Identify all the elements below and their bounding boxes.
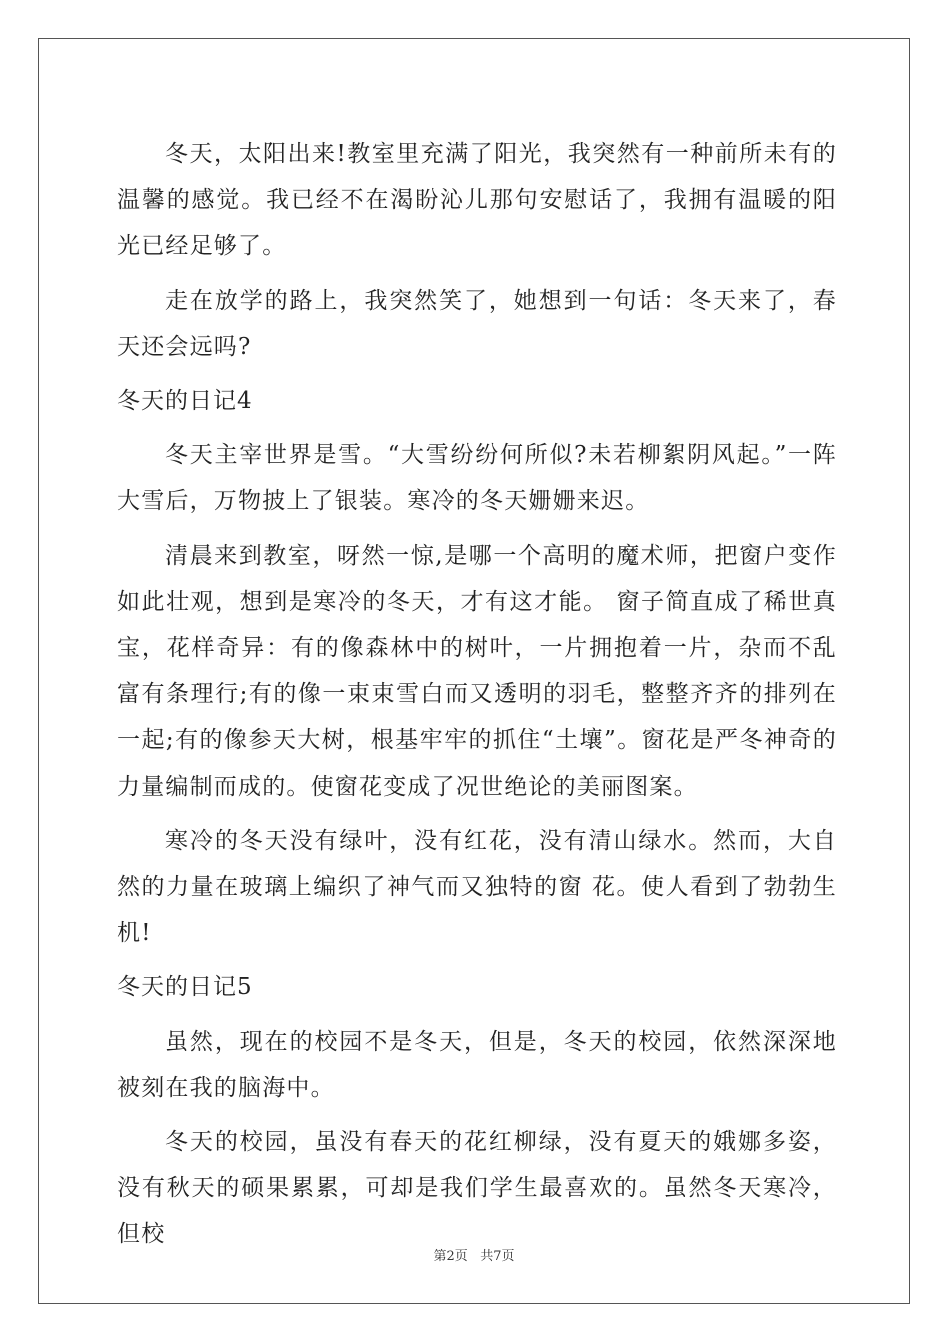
paragraph: 冬天，太阳出来!教室里充满了阳光，我突然有一种前所未有的温馨的感觉。我已经不在渴盼沁儿那句安慰话了，我拥有温暖的阳光已经足够了。 — [117, 141, 837, 260]
paragraph: 走在放学的路上，我突然笑了，她想到一句话：冬天来了，春天还会远吗? — [117, 287, 837, 360]
paragraph: 冬天的校园，虽没有春天的花红柳绿，没有夏天的娥娜多姿，没有秋天的硕果累累，可却是我们学生最喜欢的。虽然冬天寒冷，但校 — [117, 1129, 837, 1248]
document-body — [117, 131, 837, 1266]
paragraph: 冬天主宰世界是雪。“大雪纷纷何所似?未若柳絮阴风起。”一阵大雪后，万物披上了银装。寒冷的冬天姗姗来迟。 — [117, 442, 837, 515]
paragraph: 清晨来到教室，呀然一惊,是哪一个高明的魔术师，把窗户变作如此壮观，想到是寒冷的冬天，才有这才能。 窗子简直成了稀世真宝，花样奇异：有的像森林中的树叶，一片拥抱着一片，杂而不乱富有条理行;有的像一束束雪白而又透明的羽毛，整整齐齐的排列在一起;有的像参天大树，根基牢牢的抓住“土壤”。窗花是严冬神奇的力量编制而成的。使窗花变成了况世绝论的美丽图案。 — [117, 542, 837, 800]
page-number: 第2页 — [433, 1249, 468, 1264]
page-total: 共7页 — [480, 1249, 515, 1264]
document-page — [38, 38, 910, 1304]
paragraph: 虽然，现在的校园不是冬天，但是，冬天的校园，依然深深地被刻在我的脑海中。 — [117, 1028, 837, 1101]
paragraph: 寒冷的冬天没有绿叶，没有红花，没有清山绿水。然而，大自然的力量在玻璃上编织了神气而又独特的窗 花。使人看到了勃勃生机! — [117, 827, 837, 947]
section-heading: 冬天的日记4 — [117, 388, 253, 415]
page-footer — [39, 1245, 909, 1264]
section-heading: 冬天的日记5 — [117, 974, 253, 1001]
